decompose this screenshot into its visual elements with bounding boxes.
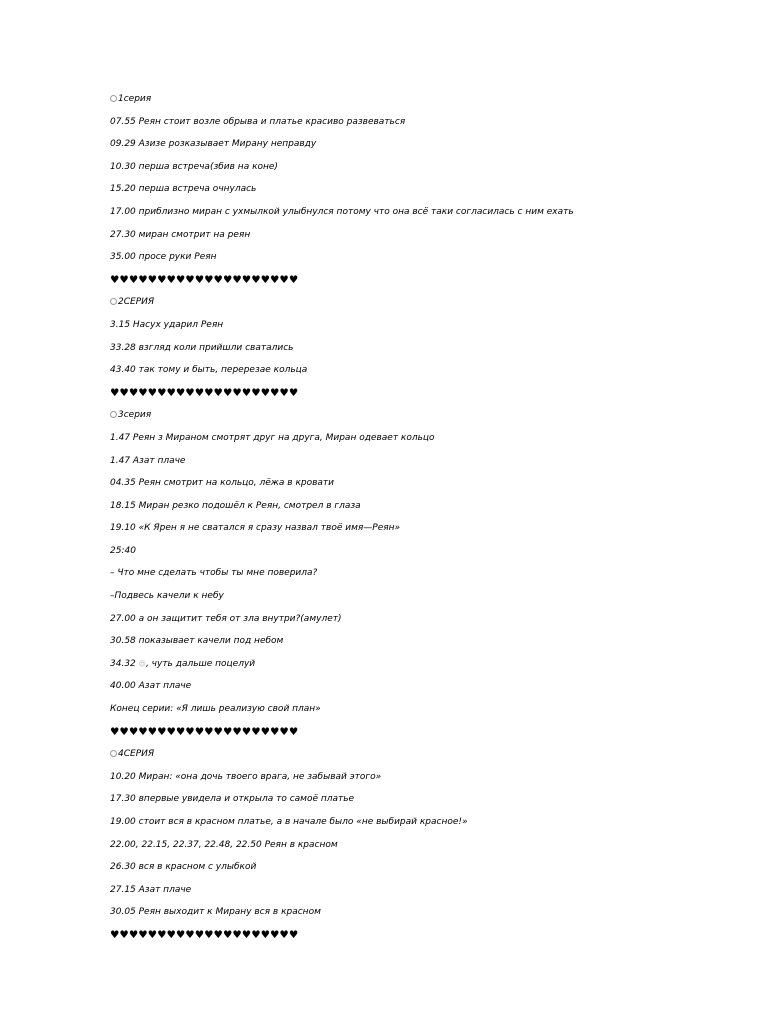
timestamp-note: 43.40 так тому и быть, перерезае кольца (110, 365, 308, 376)
timestamp-note: 1.47 Азат плаче (110, 455, 186, 466)
timestamp-note: 26.30 вся в красном с улыбкой (110, 862, 257, 873)
timestamp-note: 07.55 Реян стоит возле обрыва и платье красиво развеваться (110, 116, 406, 127)
document-page (110, 88, 730, 947)
timestamp-note: 1.47 Реян з Мираном смотрят друг на друга, Миран одевает кольцо (110, 432, 435, 443)
timestamp-note: – Что мне сделать чтобы ты мне поверила? (110, 568, 318, 579)
timestamp-note: 22.00, 22.15, 22.37, 22.48, 22.50 Реян в красном (110, 839, 338, 850)
episode-heading-text: 3серия (118, 410, 152, 421)
timestamp-note: 35.00 просе руки Реян (110, 252, 217, 263)
timestamp-note (110, 653, 730, 676)
timestamp-note: 30.58 показывает качели под небом (110, 636, 284, 647)
timestamp-note: 27.30 миран смотрит на реян (110, 229, 251, 240)
heart-eyes-emoji-icon: 😍 (138, 659, 146, 668)
note-text: , чуть дальше поцелуй (145, 658, 256, 669)
episode-heading (110, 88, 730, 111)
timestamp-note: 27.15 Азат плаче (110, 884, 192, 895)
episode-heading-text: 4СЕРИЯ (118, 749, 155, 760)
hearts-divider: ♥♥♥♥♥♥♥♥♥♥♥♥♥♥♥♥♥♥♥♥ (110, 725, 299, 738)
episode-heading-text: 1серия (118, 94, 152, 104)
circle-bullet-icon (110, 750, 117, 757)
timestamp-note: 10.20 Миран: «она дочь твоего врага, не забывай этого» (110, 771, 382, 782)
timestamp-note: 18.15 Миран резко подошёл к Реян, смотрел в глаза (110, 500, 361, 511)
timestamp-note: 09.29 Азизе розказывает Мирану неправду (110, 139, 317, 150)
timestamp-note: 04.35 Реян смотрит на кольцо, лёжа в кровати (110, 478, 335, 489)
timestamp-note: 33.28 взгляд коли прийшли сватались (110, 342, 294, 353)
timestamp-note: 19.00 стоит вся в красном платье, а в начале было «не выбирай красное!» (110, 817, 468, 827)
timestamp-note: 19.10 «К Ярен я не сватался я сразу назвал твоё имя—Реян» (110, 523, 401, 534)
timestamp-note: 30.05 Реян выходит к Мирану вся в красном (110, 907, 321, 918)
hearts-divider: ♥♥♥♥♥♥♥♥♥♥♥♥♥♥♥♥♥♥♥♥ (110, 386, 299, 399)
note-text: 34.32 (110, 658, 139, 669)
timestamp-note: 15.20 перша встреча очнулась (110, 184, 257, 195)
timestamp-note: 17.00 приблизно миран с ухмылкой улыбнулся потому что она всё таки согласилась с ним ехать (110, 206, 574, 217)
episode-heading (110, 291, 730, 314)
circle-bullet-icon (110, 298, 117, 305)
timestamp-note: 10.30 перша встреча(збив на коне) (110, 161, 278, 172)
timestamp-note: 40.00 Азат плаче (110, 681, 192, 692)
timestamp-note: 3.15 Насух ударил Реян (110, 319, 224, 330)
timestamp-note: Конец серии: «Я лишь реализую свой план» (110, 704, 321, 715)
episode-heading-text: 2СЕРИЯ (118, 297, 155, 308)
circle-bullet-icon (110, 95, 117, 102)
episode-heading (110, 404, 730, 427)
hearts-divider: ♥♥♥♥♥♥♥♥♥♥♥♥♥♥♥♥♥♥♥♥ (110, 928, 299, 941)
episode-heading (110, 743, 730, 766)
timestamp-note: 25:40 (110, 545, 136, 556)
timestamp-note: 17.30 впервые увидела и открыла то самоё платье (110, 794, 355, 805)
timestamp-note: –Подвесь качели к небу (110, 591, 224, 602)
timestamp-note: 27.00 а он защитит тебя от зла внутри?(амулет) (110, 613, 342, 624)
circle-bullet-icon (110, 411, 117, 418)
hearts-divider: ♥♥♥♥♥♥♥♥♥♥♥♥♥♥♥♥♥♥♥♥ (110, 273, 299, 286)
